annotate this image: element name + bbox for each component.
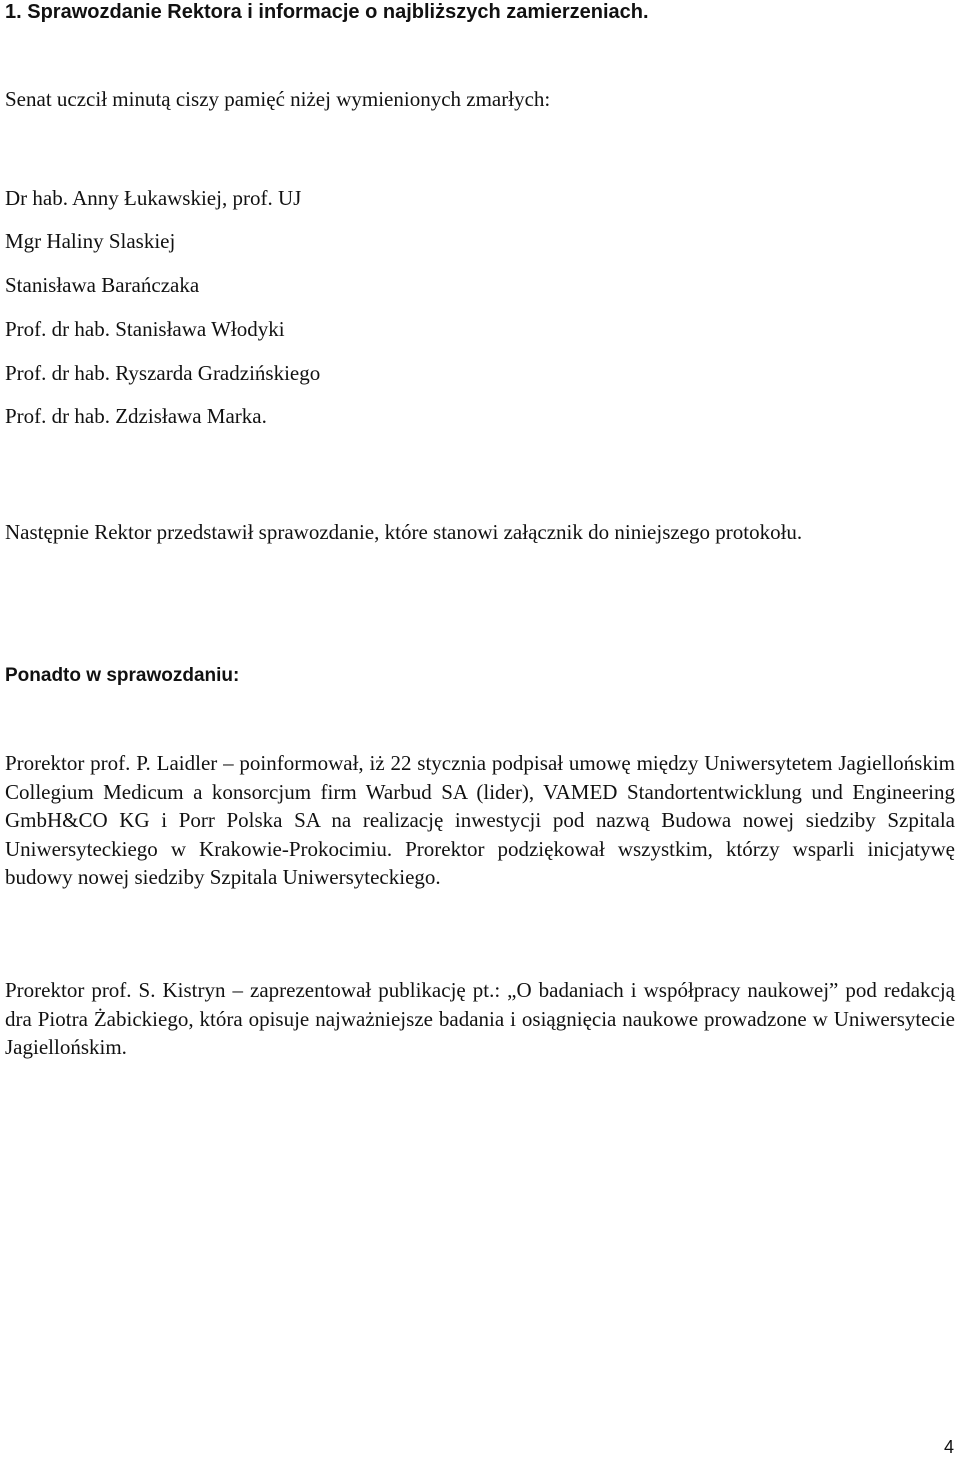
deceased-name-6: Prof. dr hab. Zdzisława Marka. xyxy=(5,404,267,428)
report-paragraph: Następnie Rektor przedstawił sprawozdanie, które stanowi załącznik do niniejszego protokołu. xyxy=(5,520,803,544)
deceased-name-1: Dr hab. Anny Łukawskiej, prof. UJ xyxy=(5,186,302,210)
deceased-name-5: Prof. dr hab. Ryszarda Gradzińskiego xyxy=(5,361,321,385)
deceased-name-4: Prof. dr hab. Stanisława Włodyki xyxy=(5,317,285,341)
page-number: 4 xyxy=(943,1437,954,1457)
deceased-name-3: Stanisława Barańczaka xyxy=(5,273,200,297)
paragraph-kistryn: Prorektor prof. S. Kistryn – zaprezentował publikację pt.: „O badaniach i współpracy naukowej” pod redakcją dra Piotra Żabickiego, która opisuje najważniejsze badania i osiągnięcia naukowe prowadzone w Uniwersytecie Jagiellońskim. xyxy=(5,978,955,1059)
deceased-name-2: Mgr Haliny Slaskiej xyxy=(5,229,176,253)
subheading-report: Ponadto w sprawozdaniu: xyxy=(5,665,240,686)
paragraph-laidler: Prorektor prof. P. Laidler – poinformował, iż 22 stycznia podpisał umowę między Uniwersytetem Jagiellońskim Collegium Medicum a konsorcjum firm Warbud SA (lider), VAMED Standortentwicklung und Engineering GmbH&CO KG i Porr Polska SA na realizację inwestycji pod nazwą Budowa nowej siedziby Szpitala Uniwersyteckiego w Krakowie-Prokocimiu. Prorektor podziękował wszystkim, którzy wsparli inicjatywę budowy nowej siedziby Szpitala Uniwersyteckiego. xyxy=(5,751,955,889)
section-heading: 1. Sprawozdanie Rektora i informacje o najbliższych zamierzeniach. xyxy=(5,1,649,23)
intro-text: Senat uczcił minutą ciszy pamięć niżej wymienionych zmarłych: xyxy=(5,87,551,111)
